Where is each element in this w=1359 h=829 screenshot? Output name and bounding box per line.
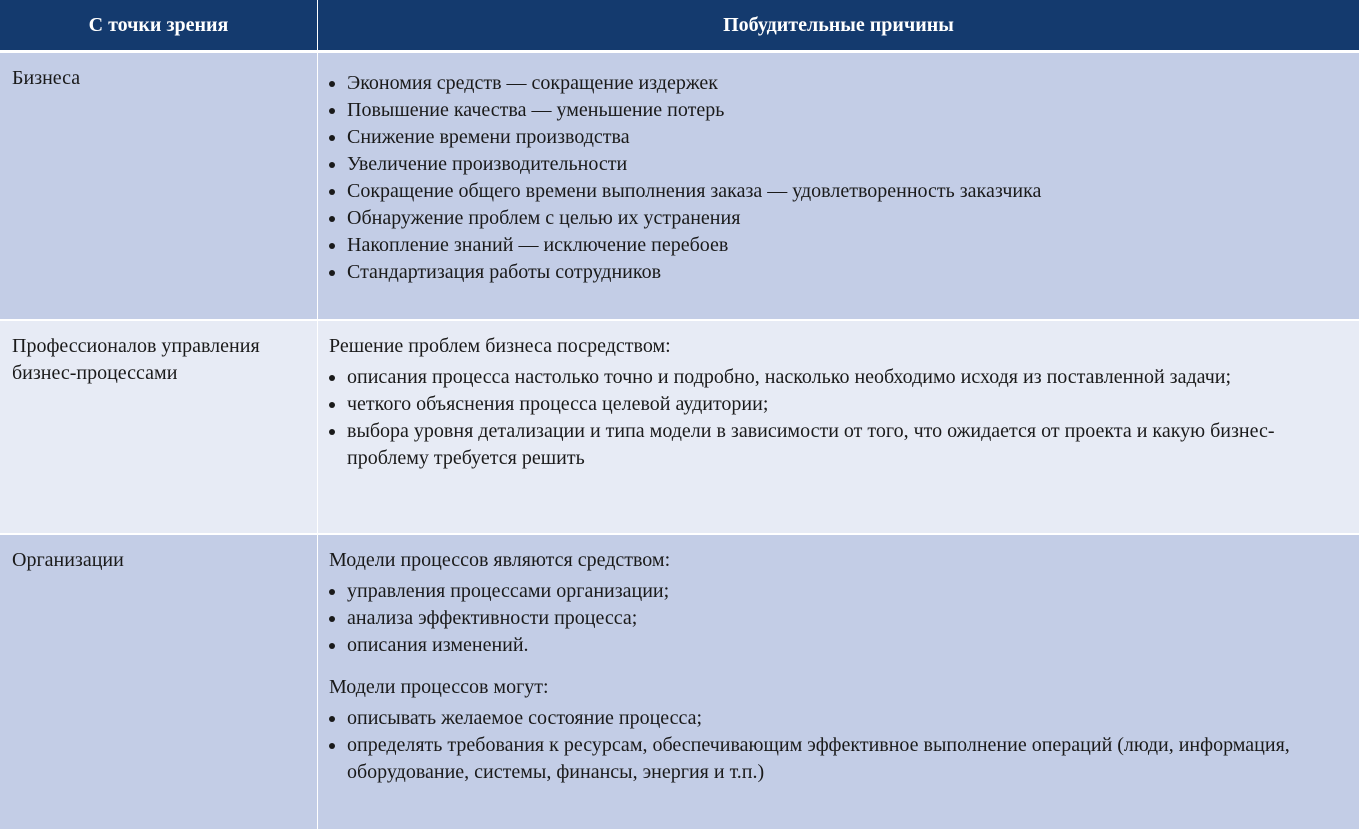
table-row-organization [0, 535, 1359, 829]
list-item: анализа эффективности процесса; [329, 605, 1339, 632]
table-row-business [0, 53, 1359, 319]
list-item: Стандартизация работы сотрудников [329, 259, 1339, 286]
list-item: Увеличение производительности [329, 151, 1339, 178]
bullet-list-2 [329, 705, 1339, 786]
list-item: Экономия средств — сокращение издержек [329, 70, 1339, 97]
list-item: определять требования к ресурсам, обеспечивающим эффективное выполнение операций (люди, информация, оборудование, системы, финансы, энергия и т.п.) [329, 732, 1339, 786]
row-label: Профессионалов управления бизнес-процессами [12, 335, 260, 384]
bullet-list [329, 364, 1339, 472]
row-content [329, 333, 1339, 472]
row-content [329, 547, 1339, 786]
list-item: Повышение качества — уменьшение потерь [329, 97, 1339, 124]
section-spacer [329, 659, 1339, 674]
list-item: четкого объяснения процесса целевой аудитории; [329, 391, 1339, 418]
column-divider [317, 321, 318, 533]
list-item: Снижение времени производства [329, 124, 1339, 151]
list-item: описания изменений. [329, 632, 1339, 659]
column-divider [317, 535, 318, 829]
list-item: выбора уровня детализации и типа модели в зависимости от того, что ожидается от проекта и какую бизнес-проблему требуется решить [329, 418, 1339, 472]
table-row-bpm-professionals [0, 321, 1359, 533]
list-item: управления процессами организации; [329, 578, 1339, 605]
list-item: Сокращение общего времени выполнения заказа — удовлетворенность заказчика [329, 178, 1339, 205]
list-item: Накопление знаний — исключение перебоев [329, 232, 1339, 259]
header-viewpoint: С точки зрения [88, 14, 229, 36]
intro-text: Решение проблем бизнеса посредством: [329, 335, 671, 357]
header-reasons: Побудительные причины [723, 14, 954, 36]
list-item: описания процесса настолько точно и подробно, насколько необходимо исходя из поставленной задачи; [329, 364, 1339, 391]
table-header [0, 0, 1359, 50]
bullet-list [329, 70, 1339, 286]
column-divider [317, 53, 318, 319]
intro-text-2: Модели процессов могут: [329, 676, 549, 698]
row-label: Организации [12, 549, 124, 571]
list-item: Обнаружение проблем с целью их устранения [329, 205, 1339, 232]
intro-text: Модели процессов являются средством: [329, 549, 671, 571]
row-label: Бизнеса [12, 67, 81, 89]
row-content [329, 70, 1339, 286]
bullet-list [329, 578, 1339, 659]
list-item: описывать желаемое состояние процесса; [329, 705, 1339, 732]
